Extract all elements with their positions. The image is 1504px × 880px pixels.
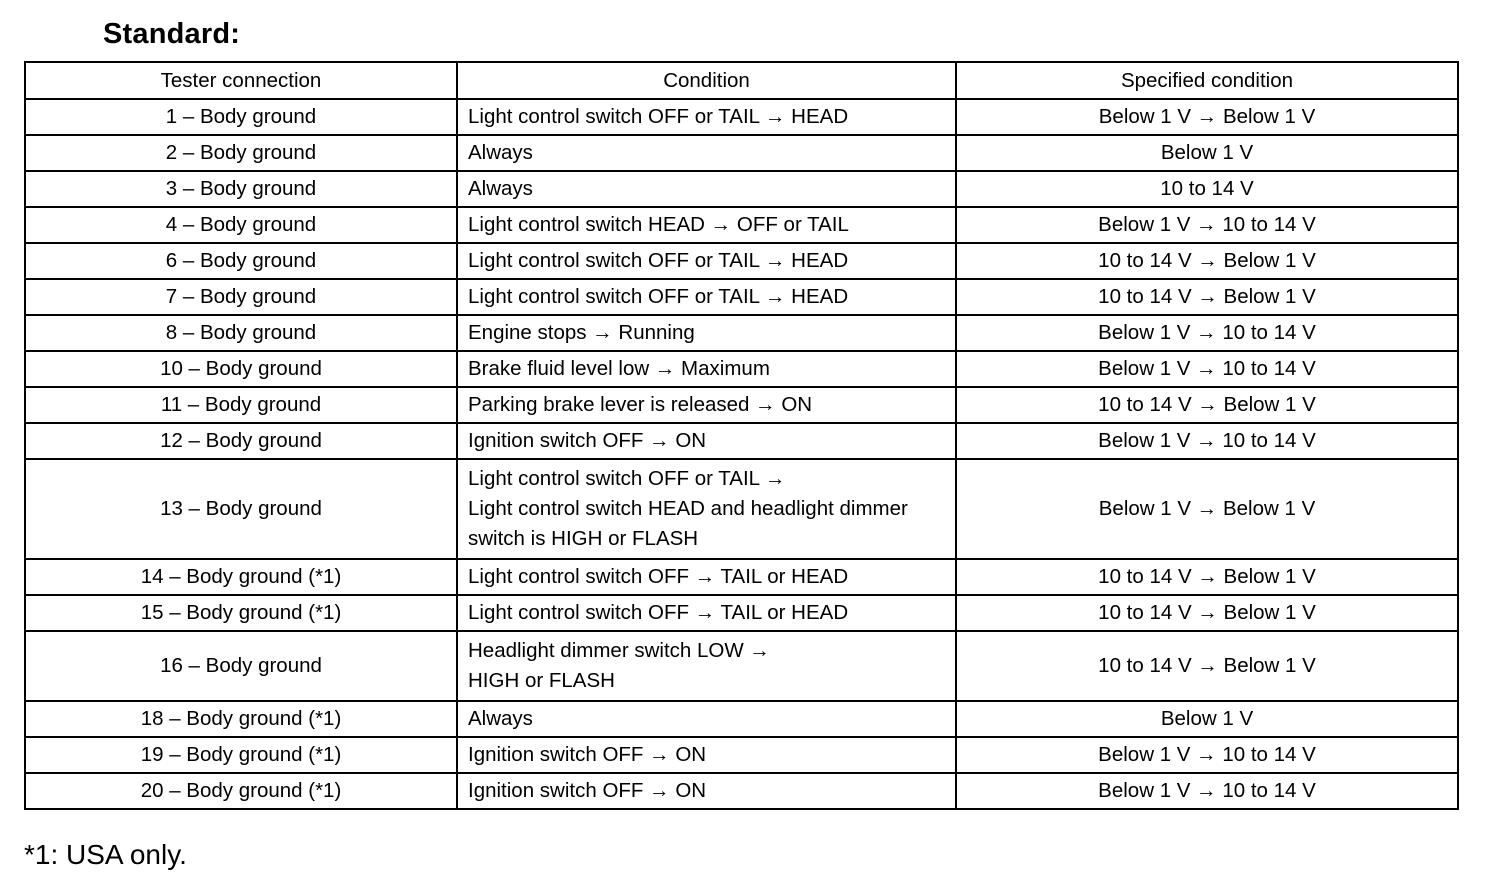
footnote: *1: USA only. xyxy=(24,839,187,870)
table-row xyxy=(25,279,1458,315)
table-row xyxy=(25,315,1458,351)
cell-specified-condition: Below 1 V → Below 1 V xyxy=(956,99,1458,135)
table-row xyxy=(25,423,1458,459)
table-row xyxy=(25,701,1458,737)
cell-condition: Engine stops → Running xyxy=(457,315,956,351)
table-row xyxy=(25,99,1458,135)
spec-table xyxy=(24,61,1459,810)
table-row xyxy=(25,459,1458,559)
cell-specified-condition: Below 1 V → 10 to 14 V xyxy=(956,351,1458,387)
cell-condition: Parking brake lever is released → ON xyxy=(457,387,956,423)
cell-condition: Always xyxy=(457,701,956,737)
table-row xyxy=(25,737,1458,773)
cell-specified-condition: 10 to 14 V → Below 1 V xyxy=(956,595,1458,631)
cell-tester-connection: 14 – Body ground (*1) xyxy=(25,559,457,595)
cell-tester-connection: 18 – Body ground (*1) xyxy=(25,701,457,737)
cell-tester-connection: 11 – Body ground xyxy=(25,387,457,423)
header-specified-condition: Specified condition xyxy=(956,62,1458,99)
table-row xyxy=(25,135,1458,171)
cell-tester-connection: 1 – Body ground xyxy=(25,99,457,135)
cell-specified-condition: Below 1 V → Below 1 V xyxy=(956,459,1458,559)
table-header-row xyxy=(25,62,1458,99)
table-row xyxy=(25,631,1458,701)
cell-tester-connection: 12 – Body ground xyxy=(25,423,457,459)
cell-specified-condition: 10 to 14 V xyxy=(956,171,1458,207)
cell-tester-connection: 19 – Body ground (*1) xyxy=(25,737,457,773)
header-condition: Condition xyxy=(457,62,956,99)
cell-tester-connection: 4 – Body ground xyxy=(25,207,457,243)
cell-specified-condition: Below 1 V → 10 to 14 V xyxy=(956,207,1458,243)
cell-tester-connection: 16 – Body ground xyxy=(25,631,457,701)
cell-specified-condition: Below 1 V → 10 to 14 V xyxy=(956,737,1458,773)
cell-condition: Ignition switch OFF → ON xyxy=(457,773,956,809)
cell-condition: Ignition switch OFF → ON xyxy=(457,423,956,459)
cell-tester-connection: 13 – Body ground xyxy=(25,459,457,559)
cell-condition: Brake fluid level low → Maximum xyxy=(457,351,956,387)
table-row xyxy=(25,595,1458,631)
cell-specified-condition: Below 1 V → 10 to 14 V xyxy=(956,315,1458,351)
cell-condition: Light control switch HEAD → OFF or TAIL xyxy=(457,207,956,243)
cell-condition: Light control switch OFF → TAIL or HEAD xyxy=(457,559,956,595)
cell-condition: Ignition switch OFF → ON xyxy=(457,737,956,773)
cell-tester-connection: 6 – Body ground xyxy=(25,243,457,279)
header-tester-connection: Tester connection xyxy=(25,62,457,99)
cell-tester-connection: 10 – Body ground xyxy=(25,351,457,387)
table-row xyxy=(25,387,1458,423)
cell-tester-connection: 2 – Body ground xyxy=(25,135,457,171)
table-row xyxy=(25,559,1458,595)
cell-specified-condition: 10 to 14 V → Below 1 V xyxy=(956,243,1458,279)
table-row xyxy=(25,243,1458,279)
table-row xyxy=(25,207,1458,243)
cell-specified-condition: Below 1 V xyxy=(956,135,1458,171)
cell-specified-condition: Below 1 V → 10 to 14 V xyxy=(956,773,1458,809)
cell-condition: Light control switch OFF or TAIL → HEAD xyxy=(457,243,956,279)
cell-specified-condition: 10 to 14 V → Below 1 V xyxy=(956,387,1458,423)
cell-specified-condition: 10 to 14 V → Below 1 V xyxy=(956,631,1458,701)
cell-tester-connection: 3 – Body ground xyxy=(25,171,457,207)
cell-condition: Always xyxy=(457,171,956,207)
table-row xyxy=(25,773,1458,809)
cell-condition: Light control switch OFF or TAIL → HEAD xyxy=(457,99,956,135)
cell-tester-connection: 8 – Body ground xyxy=(25,315,457,351)
cell-condition: Headlight dimmer switch LOW → HIGH or FLASH xyxy=(457,631,956,701)
cell-specified-condition: 10 to 14 V → Below 1 V xyxy=(956,559,1458,595)
cell-specified-condition: 10 to 14 V → Below 1 V xyxy=(956,279,1458,315)
table-row xyxy=(25,171,1458,207)
cell-condition: Light control switch OFF or TAIL → Light control switch HEAD and headlight dimmer switch is HIGH or FLASH xyxy=(457,459,956,559)
cell-condition: Always xyxy=(457,135,956,171)
cell-specified-condition: Below 1 V → 10 to 14 V xyxy=(956,423,1458,459)
cell-specified-condition: Below 1 V xyxy=(956,701,1458,737)
table-row xyxy=(25,351,1458,387)
cell-tester-connection: 7 – Body ground xyxy=(25,279,457,315)
cell-tester-connection: 15 – Body ground (*1) xyxy=(25,595,457,631)
cell-tester-connection: 20 – Body ground (*1) xyxy=(25,773,457,809)
cell-condition: Light control switch OFF or TAIL → HEAD xyxy=(457,279,956,315)
cell-condition: Light control switch OFF → TAIL or HEAD xyxy=(457,595,956,631)
standard-heading: Standard: xyxy=(103,18,241,50)
